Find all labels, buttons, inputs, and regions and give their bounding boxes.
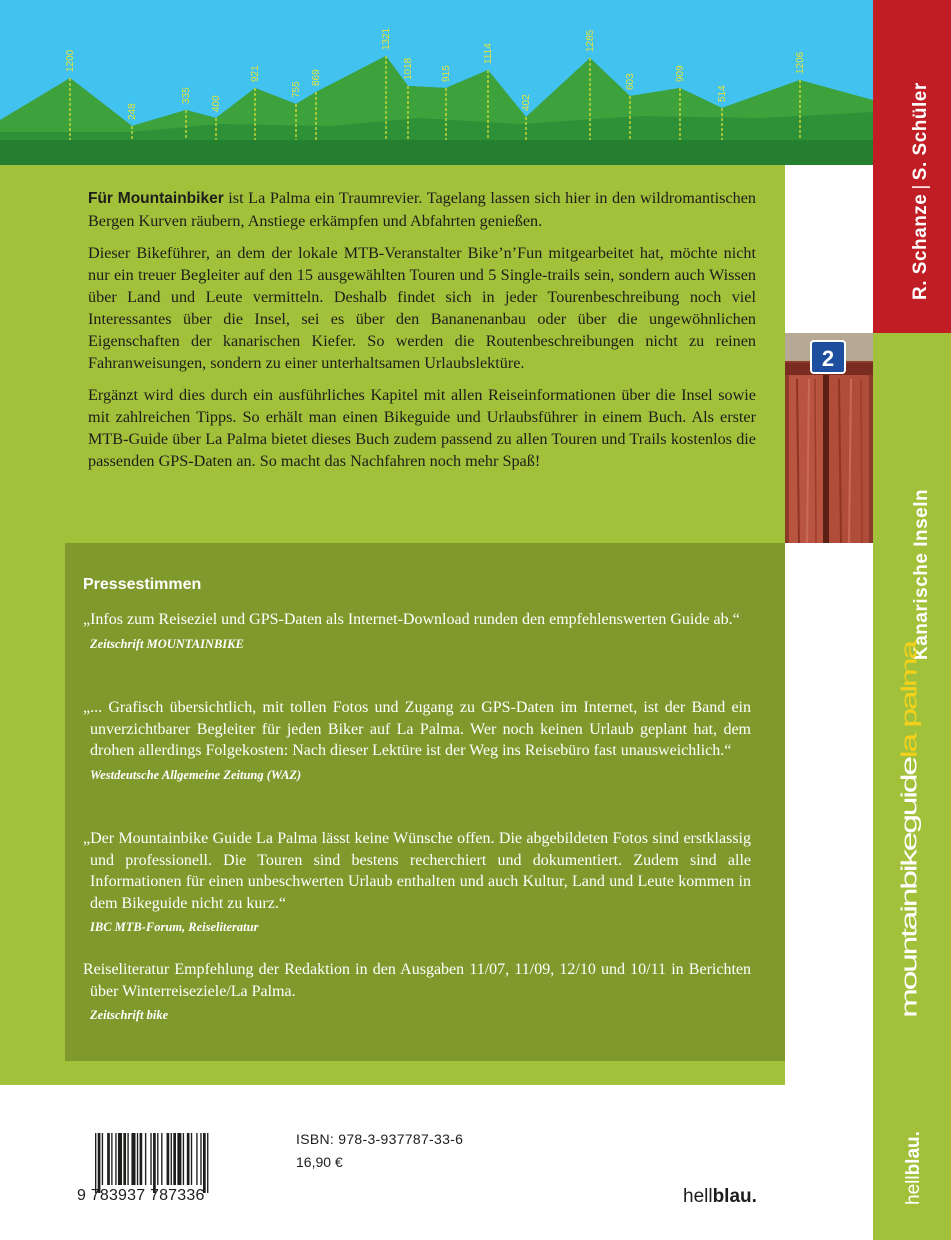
barcode-bar (203, 1133, 206, 1193)
intro-paragraph-2: Dieser Bikeführer, an dem der lokale MTB-Veranstalter Bike’n’Fun mitgearbeitet hat, möchte nicht nur ein treuer Begleiter auf den 15 ausgewählten Touren und 5 Single-trails sein, sondern auch Wissen über Land und Leute vermitteln. Deshalb findet sich in jeder Tourenbeschreibung noch viel Interessantes über die Insel, sei es über den Bananenanbau oder über die ungewöhnlichen Eigenschaften der kanarischen Kiefer. So werden die Routenbeschreibungen nicht zu reinen Fahranweisungen, sondern zu einer unterhaltsamen Urlaubslektüre. (88, 244, 756, 372)
publisher-logo (683, 1186, 757, 1208)
elevation-label: 402 (521, 94, 532, 111)
barcode-bar (150, 1133, 151, 1185)
elevation-label: 248 (127, 103, 138, 120)
barcode-bar (95, 1133, 96, 1193)
elevation-label: 915 (441, 65, 452, 82)
door-photo (785, 333, 873, 543)
elevation-label: 1321 (381, 27, 392, 50)
intro-text (88, 187, 756, 482)
quote-source: Zeitschrift bike (90, 1008, 169, 1022)
press-title: Pressestimmen (83, 576, 202, 593)
price: 16,90 € (296, 1154, 343, 1170)
barcode-bar (131, 1133, 135, 1185)
elevation-label: 909 (675, 65, 686, 82)
quote-source: IBC MTB-Forum, Reiseliteratur (90, 920, 259, 934)
barcode-bar (196, 1133, 197, 1185)
series-name: mountainbikeguide (896, 758, 922, 1018)
publisher-bold: blau. (712, 1186, 757, 1207)
elevation-profile-graphic (0, 0, 873, 165)
quote-text: Reiseliteratur Empfehlung der Redaktion in den Ausgaben 11/07, 11/09, 12/10 und 10/11 in Berichten über Winterreiseziele/La Palma. (83, 961, 751, 1000)
barcode-digits: 9 783937 787336 (77, 1187, 205, 1204)
quote-text: „Infos zum Reiseziel und GPS-Daten als Internet-Download runden den empfehlenswerten Guide ab.“ (83, 611, 740, 628)
elevation-label: 335 (181, 87, 192, 104)
elevation-label: 1018 (403, 57, 414, 80)
elevation-label: 869 (311, 69, 322, 86)
barcode-bars (95, 1133, 247, 1193)
intro-lead: Für Mountainbiker (88, 190, 224, 207)
barcode-bar (177, 1133, 181, 1185)
barcode-bar (140, 1133, 143, 1185)
barcode-bar (161, 1133, 162, 1185)
barcode-bar (123, 1133, 126, 1185)
barcode-bar (157, 1133, 158, 1185)
quote-source: Zeitschrift MOUNTAINBIKE (90, 636, 244, 651)
barcode-bar (127, 1133, 128, 1185)
elevation-label: 1200 (65, 49, 76, 72)
barcode-bar (200, 1133, 201, 1185)
series-destination: la palma (896, 642, 922, 759)
intro-p1-rest: ist La Palma ein Traumrevier. Tagelang lassen sich hier in den wildromantischen Bergen Kurven räubern, Anstiege erkämpfen und Abfahrten genießen. (88, 189, 756, 230)
spine-series-title (896, 642, 922, 1018)
barcode (95, 1133, 247, 1193)
author-separator: | (910, 184, 931, 190)
elevation-label: 514 (717, 85, 728, 102)
author-2: S. Schüler (910, 82, 931, 181)
elevation-label: 755 (291, 81, 302, 98)
spine-publisher (903, 1131, 925, 1205)
press-quote (83, 959, 751, 1027)
spine-subtitle: Kanarische Inseln (911, 488, 932, 660)
intro-paragraph-3: Ergänzt wird dies durch ein ausführliches Kapitel mit allen Reiseinformationen über die Insel sowie mit zahlreichen Tipps. So erhält man einen Bikeguide und Urlaubsführer in einem Buch. Als erster MTB-Guide über La Palma bietet dieses Buch zudem passend zu allen Touren und Trails kostenlos die passenden GPS-Daten an. So macht das Nachfahren noch mehr Spaß! (88, 386, 756, 470)
barcode-bar (173, 1133, 176, 1185)
barcode-bar (187, 1133, 190, 1185)
author-1: R. Schanze (910, 193, 931, 300)
press-quote (83, 609, 751, 655)
elevation-profile (0, 0, 873, 165)
isbn: ISBN: 978-3-937787-33-6 (296, 1131, 464, 1147)
publisher-light: hell (683, 1186, 713, 1207)
intro-paragraph-1 (88, 187, 756, 232)
barcode-bar (183, 1133, 184, 1185)
barcode-bar (115, 1133, 116, 1185)
elevation-label: 1285 (585, 29, 596, 52)
barcode-bar (145, 1133, 146, 1185)
elevation-label: 400 (211, 95, 222, 112)
spine-authors (910, 82, 932, 300)
barcode-bar (207, 1133, 208, 1193)
sign-number: 2 (821, 346, 835, 371)
barcode-bar (153, 1133, 156, 1193)
quote-text: „... Grafisch übersichtlich, mit tollen Fotos und Zugang zu GPS-Daten im Internet, ist der Band ein unverzichtbarer Begleiter für jeden Biker auf La Palma. Wer noch keinen Urlaub geplant hat, dem drohen allerdings Folgekosten: Nach dieser Lektüre ist der Weg ins Reisebüro fast unausweichlich.“ (83, 699, 751, 759)
barcode-bar (118, 1133, 122, 1185)
barcode-bar (167, 1133, 170, 1185)
barcode-bar (98, 1133, 101, 1193)
barcode-bar (191, 1133, 192, 1185)
press-quote (83, 828, 751, 939)
barcode-bar (111, 1133, 112, 1185)
elevation-label: 603 (625, 73, 636, 90)
spine-publisher-light: hell (903, 1175, 924, 1205)
barcode-bar (102, 1133, 103, 1185)
elevation-label: 1206 (795, 51, 806, 74)
spine-publisher-bold: blau. (903, 1131, 924, 1176)
elevation-label: 921 (250, 65, 261, 82)
barcode-bar (171, 1133, 172, 1185)
barcode-bar (137, 1133, 138, 1185)
quote-source: Westdeutsche Allgemeine Zeitung (WAZ) (90, 767, 302, 782)
press-quote (83, 697, 751, 786)
barcode-bar (107, 1133, 110, 1185)
elevation-label: 1114 (483, 43, 494, 64)
quote-text: „Der Mountainbike Guide La Palma lässt keine Wünsche offen. Die abgebildeten Fotos sind erstklassig und professionell. Die Touren sind bestens recherchiert und dokumentiert. Zudem sind alle Informationen für einen unbeschwerten Urlaub enthalten und auch Kultur, Land und Leute kommen in dem Bikeguide nicht zu kurz.“ (83, 830, 751, 912)
